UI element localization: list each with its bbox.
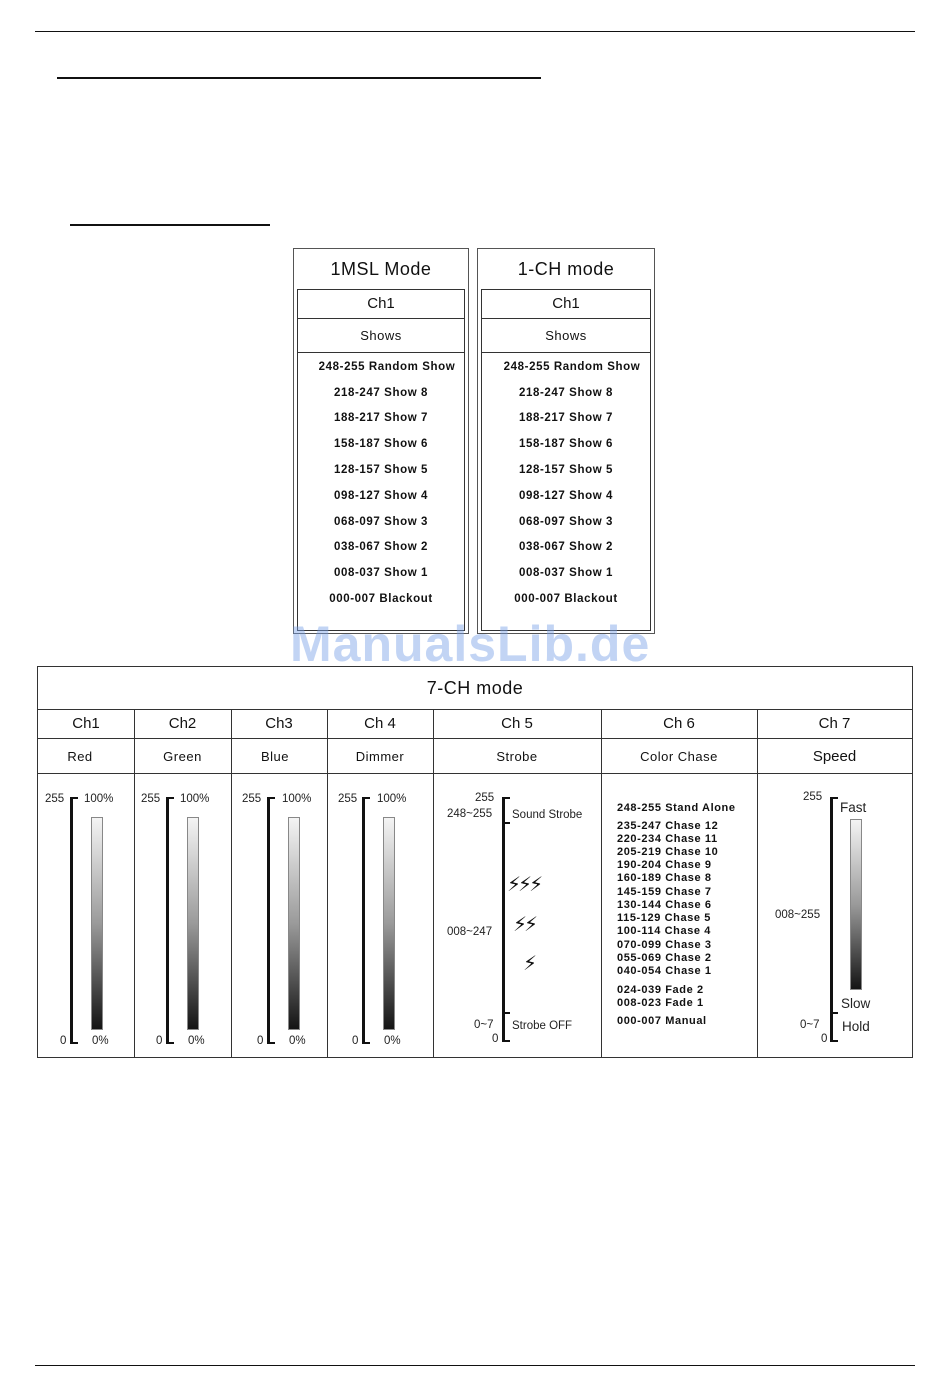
lightning-fast-icon: ⚡⚡⚡ [507, 874, 541, 896]
scale-tick-top [362, 797, 370, 799]
column-header-ch4: Ch 4 [364, 715, 396, 732]
show-item: 248-255 Random Show [503, 360, 641, 373]
speed-gradient [850, 819, 862, 990]
function-red: Red [67, 748, 93, 764]
scale-tick [502, 1012, 510, 1014]
chase-item: 235-247 Chase 12 [617, 820, 719, 832]
scale-tick [830, 1012, 838, 1014]
column-header-ch3: Ch3 [265, 715, 293, 732]
chase-item: 055-069 Chase 2 [617, 952, 712, 964]
function-blue: Blue [260, 748, 290, 764]
column-header-ch5: Ch 5 [501, 715, 533, 732]
value-scale-bar [70, 797, 73, 1044]
show-list [294, 354, 468, 612]
divider [297, 352, 465, 353]
speed-mid-range: 008~255 [775, 909, 821, 921]
function-green: Green [163, 748, 202, 764]
show-item: 218-247 Show 8 [333, 386, 429, 399]
speed-hold-label: Hold [842, 1019, 870, 1034]
scale-tick-top [70, 797, 78, 799]
value-scale-bar [267, 797, 270, 1044]
scale-tick-bottom [166, 1042, 174, 1044]
speed-scale-bar [830, 797, 833, 1042]
scale-pct-max-label: 100% [180, 793, 210, 805]
top-rule [35, 31, 915, 32]
speed-fast-label: Fast [840, 800, 867, 815]
strobe-scale-bar [502, 797, 505, 1042]
scale-pct-min-label: 0% [92, 1035, 109, 1047]
lightning-slow-icon: ⚡ [523, 953, 535, 975]
scale-tick [502, 822, 510, 824]
function-color-chase: Color Chase [640, 748, 718, 764]
chase-item: 024-039 Fade 2 [617, 984, 704, 996]
scale-tick-bottom [362, 1042, 370, 1044]
show-item: 158-187 Show 6 [333, 438, 429, 451]
speed-hold-range: 0~7 [800, 1019, 820, 1031]
show-item: 188-217 Show 7 [333, 412, 429, 425]
scale-max-label: 255 [242, 793, 262, 805]
scale-pct-max-label: 100% [282, 793, 312, 805]
scale-tick-bottom [70, 1042, 78, 1044]
function-header: Shows [360, 328, 402, 343]
scale-tick-bottom [267, 1042, 275, 1044]
value-scale-bar [166, 797, 169, 1044]
chase-item: 190-204 Chase 9 [617, 859, 712, 871]
scale-min-label: 0 [352, 1035, 359, 1047]
channel-header: Ch1 [552, 295, 580, 312]
scale-pct-min-label: 0% [289, 1035, 306, 1047]
scale-tick [502, 1040, 510, 1042]
function-strobe: Strobe [496, 748, 538, 764]
intensity-gradient-green [187, 817, 199, 1030]
show-item: 188-217 Show 7 [518, 412, 614, 425]
function-dimmer: Dimmer [355, 748, 405, 764]
scale-pct-min-label: 0% [188, 1035, 205, 1047]
column-header-ch7: Ch 7 [818, 715, 851, 732]
chase-item: 008-023 Fade 1 [617, 997, 704, 1009]
chase-item: 115-129 Chase 5 [617, 912, 712, 924]
show-item: 218-247 Show 8 [518, 386, 614, 399]
function-header: Shows [545, 328, 587, 343]
show-item: 038-067 Show 2 [333, 541, 429, 554]
intensity-gradient-red [91, 817, 103, 1030]
table-1msl-mode [293, 248, 469, 634]
channel-header: Ch1 [367, 295, 395, 312]
heading-underline [57, 77, 541, 79]
watermark: ManualsLib.de [290, 616, 651, 672]
show-item: 158-187 Show 6 [518, 438, 614, 451]
speed-bottom-label: 0 [821, 1033, 828, 1045]
strobe-off-label: Strobe OFF [512, 1020, 573, 1032]
chase-item: 205-219 Chase 10 [617, 846, 719, 858]
scale-pct-min-label: 0% [384, 1035, 401, 1047]
scale-tick-top [166, 797, 174, 799]
show-item: 000-007 Blackout [514, 593, 618, 606]
show-list [478, 354, 654, 612]
scale-max-label: 255 [45, 793, 65, 805]
show-item: 068-097 Show 3 [333, 515, 429, 528]
speed-slow-label: Slow [841, 996, 871, 1011]
strobe-sound-range: 248~255 [447, 808, 493, 820]
divider [38, 773, 912, 774]
table-1ch-mode [477, 248, 655, 634]
show-item: 098-127 Show 4 [518, 489, 614, 502]
scale-tick [830, 1040, 838, 1042]
strobe-mid-range: 008~247 [447, 926, 493, 938]
column-header-ch6: Ch 6 [663, 715, 695, 732]
chase-item: 145-159 Chase 7 [617, 886, 712, 898]
chase-item: 100-114 Chase 4 [617, 925, 712, 937]
subheading-underline [70, 224, 270, 226]
scale-pct-max-label: 100% [377, 793, 407, 805]
intensity-gradient-blue [288, 817, 300, 1030]
scale-tick [502, 797, 510, 799]
chase-item: 160-189 Chase 8 [617, 872, 712, 884]
chase-item: 248-255 Stand Alone [617, 802, 736, 814]
scale-max-label: 255 [141, 793, 161, 805]
scale-tick-top [267, 797, 275, 799]
intensity-gradient-dimmer [383, 817, 395, 1030]
scale-tick [830, 797, 838, 799]
function-speed: Speed [812, 747, 857, 765]
show-item: 128-157 Show 5 [333, 464, 429, 477]
scale-pct-max-label: 100% [84, 793, 114, 805]
column-header-ch1: Ch1 [72, 715, 100, 732]
table-title: 7-CH mode [426, 677, 524, 698]
chase-item: 000-007 Manual [617, 1015, 707, 1027]
show-item: 008-037 Show 1 [333, 567, 429, 580]
show-item: 098-127 Show 4 [333, 489, 429, 502]
chase-item: 220-234 Chase 11 [617, 833, 718, 845]
show-item: 008-037 Show 1 [518, 567, 614, 580]
speed-top-label: 255 [803, 791, 823, 803]
lightning-medium-icon: ⚡⚡ [513, 914, 536, 936]
show-item: 038-067 Show 2 [518, 541, 614, 554]
scale-min-label: 0 [60, 1035, 67, 1047]
divider [481, 352, 651, 353]
bottom-rule [35, 1365, 915, 1366]
scale-max-label: 255 [338, 793, 358, 805]
strobe-sound-label: Sound Strobe [512, 809, 583, 821]
scale-min-label: 0 [156, 1035, 163, 1047]
show-item: 128-157 Show 5 [518, 464, 614, 477]
chase-item: 070-099 Chase 3 [617, 939, 712, 951]
show-item: 068-097 Show 3 [518, 515, 614, 528]
strobe-top-label: 255 [475, 792, 495, 804]
column-header-ch2: Ch2 [168, 715, 197, 732]
chase-item: 040-054 Chase 1 [617, 965, 712, 977]
table-title: 1MSL Mode [330, 258, 432, 279]
value-scale-bar [362, 797, 365, 1044]
table-title: 1-CH mode [517, 258, 615, 279]
chase-item: 130-144 Chase 6 [617, 899, 712, 911]
strobe-bottom-label: 0 [492, 1033, 499, 1045]
show-item: 248-255 Random Show [318, 360, 456, 373]
scale-min-label: 0 [257, 1035, 264, 1047]
strobe-off-range: 0~7 [474, 1019, 494, 1031]
show-item: 000-007 Blackout [329, 593, 433, 606]
